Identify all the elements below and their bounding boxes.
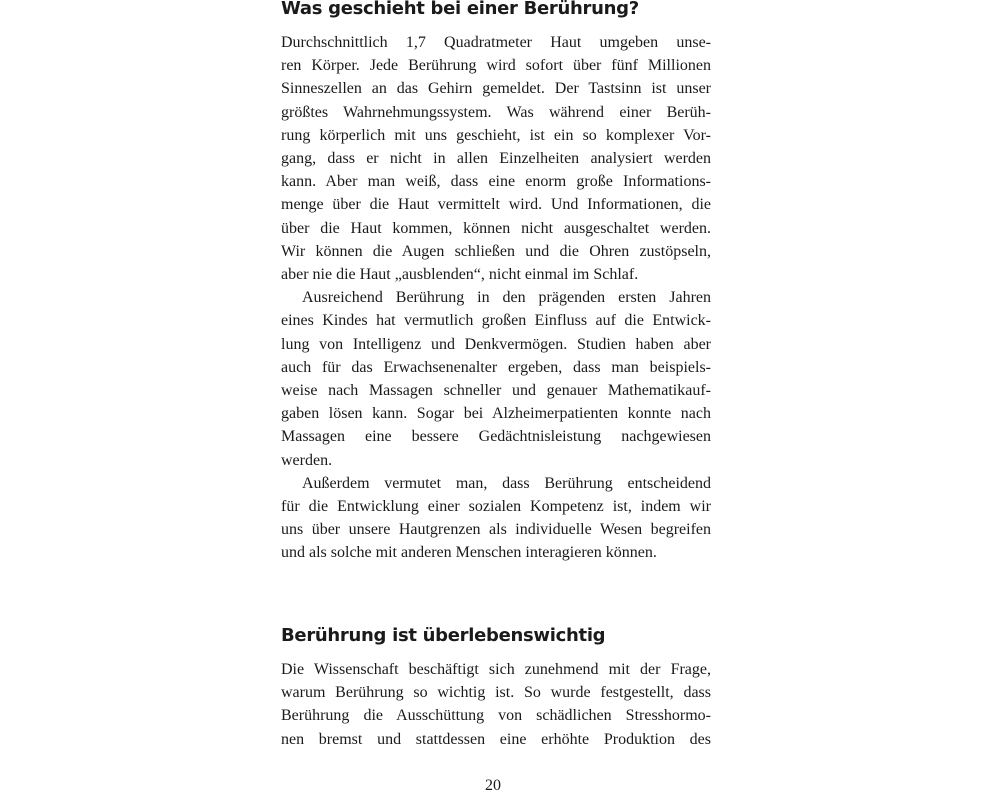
body-line: größtes Wahrnehmungssystem. Was während einer Berüh- (281, 103, 711, 121)
body-line: kann. Aber man weiß, dass eine enorm große Informations- (281, 173, 711, 191)
page-number: 20 (485, 777, 501, 794)
body-line: weise nach Massagen schneller und genauer Mathematikauf- (281, 382, 711, 399)
body-line: ren Körper. Jede Berührung wird sofort über fünf Millionen (281, 57, 711, 75)
body-line: gang, dass er nicht in allen Einzelheiten analysiert werden (281, 150, 711, 167)
body-line: über die Haut kommen, können nicht ausgeschaltet werden. (281, 219, 711, 237)
body-line: Massagen eine bessere Gedächtnisleistung nachgewiesen (281, 428, 711, 446)
section-heading: Berührung ist überlebenswichtig (281, 625, 606, 646)
body-line: werden. (281, 451, 333, 469)
body-line: rung körperlich mit uns geschieht, ist ein so komplexer Vor- (281, 126, 711, 144)
body-line: Durchschnittlich 1,7 Quadratmeter Haut umgeben unse- (281, 34, 711, 51)
body-line: warum Berührung so wichtig ist. So wurde festgestellt, dass (281, 684, 711, 702)
body-line: lung von Intelligenz und Denkvermögen. Studien haben aber (281, 335, 711, 353)
body-line: Ausreichend Berührung in den prägenden ersten Jahren (302, 289, 711, 307)
body-line: Sinneszellen an das Gehirn gemeldet. Der Tastsinn ist unser (281, 80, 711, 98)
body-line: gaben lösen kann. Sogar bei Alzheimerpatienten konnte nach (281, 405, 711, 423)
body-line: Berührung die Ausschüttung von schädlichen Stresshormo- (281, 707, 711, 725)
body-line: uns über unsere Hautgrenzen als individuelle Wesen begreifen (281, 521, 711, 539)
body-line: nen bremst und stattdessen eine erhöhte Produktion des (281, 730, 711, 748)
body-line: menge über die Haut vermittelt wird. Und Informationen, die (281, 196, 711, 214)
body-line: aber nie die Haut „ausblenden“, nicht einmal im Schlaf. (281, 266, 639, 283)
body-line: für die Entwicklung einer sozialen Kompetenz ist, indem wir (281, 498, 711, 515)
body-line: Die Wissenschaft beschäftigt sich zunehmend mit der Frage, (281, 661, 711, 678)
body-line: Wir können die Augen schließen und die Ohren zustöpseln, (281, 242, 711, 260)
book-page (281, 0, 711, 792)
body-line: und als solche mit anderen Menschen interagieren können. (281, 544, 657, 562)
section-heading: Was geschieht bei einer Berührung? (281, 0, 639, 19)
body-line: auch für das Erwachsenenalter ergeben, dass man beispiels- (281, 358, 711, 376)
body-line: Außerdem vermutet man, dass Berührung entscheidend (302, 474, 711, 492)
body-line: eines Kindes hat vermutlich großen Einfluss auf die Entwick- (281, 312, 711, 330)
